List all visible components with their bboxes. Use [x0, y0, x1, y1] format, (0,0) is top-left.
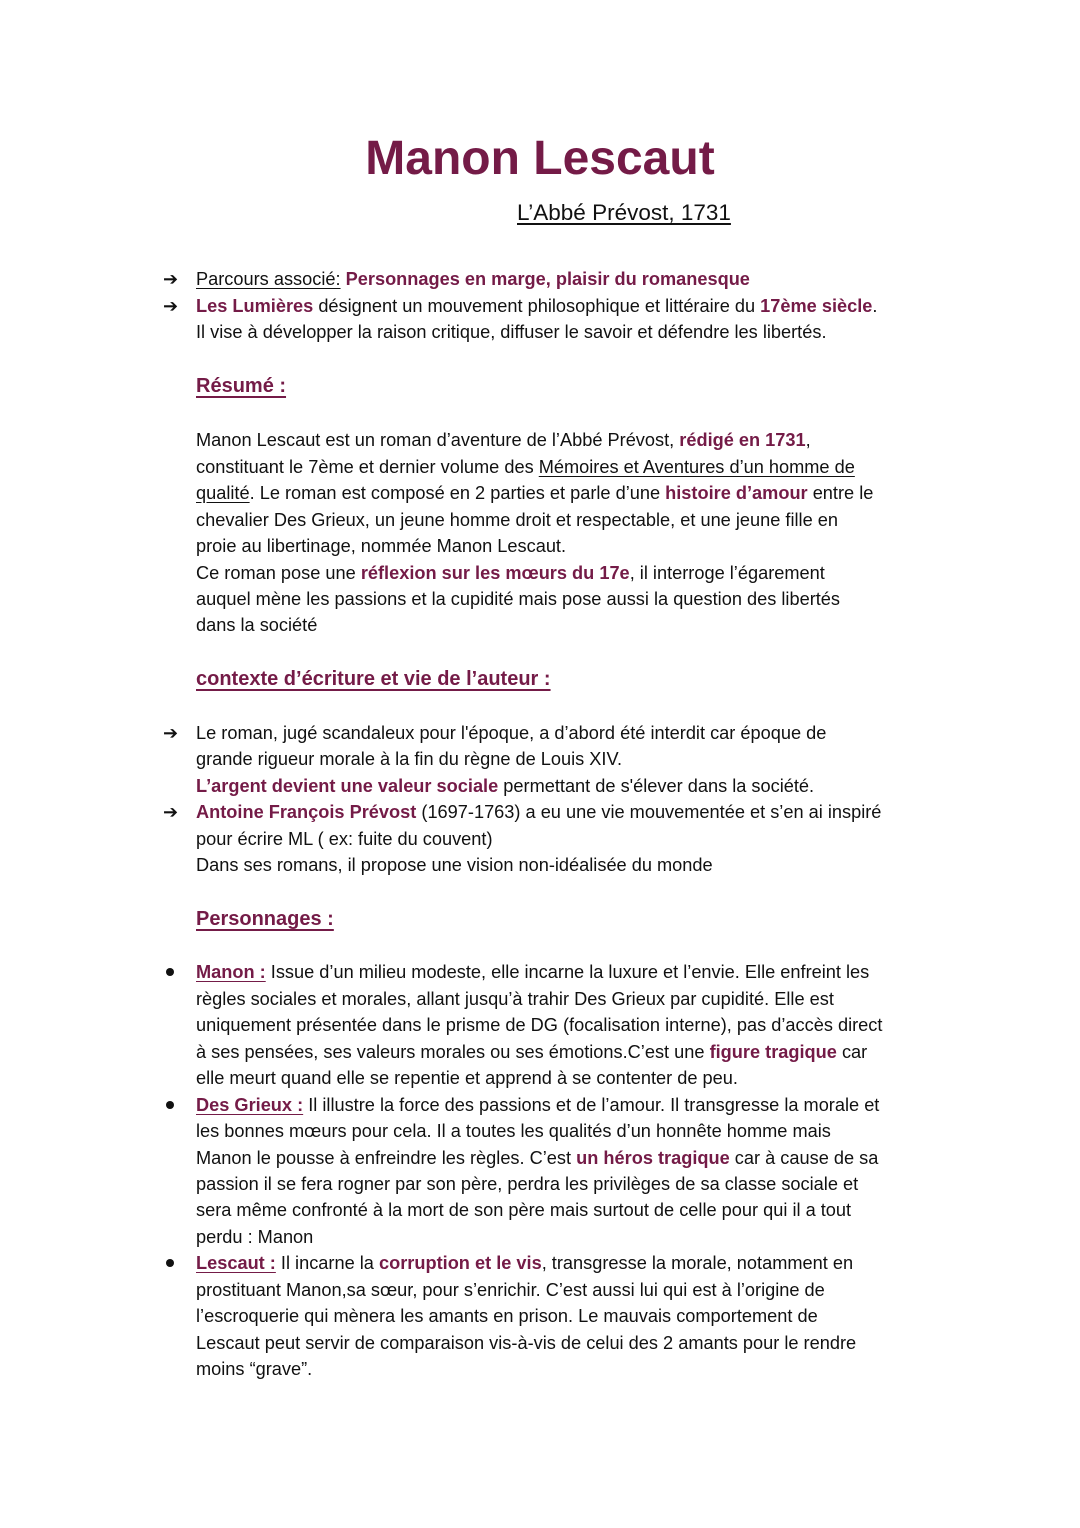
highlight: L’argent devient une valeur sociale	[196, 776, 499, 796]
parcours-value: Personnages en marge, plaisir du romanesque	[345, 269, 750, 289]
lumieres-highlight: Les Lumières	[196, 296, 314, 316]
personnages-heading: Personnages :	[196, 908, 334, 930]
desgrieux-line-5: sera même confronté à la mort de son père mais surtout de celle pour qui il a tout	[196, 1200, 852, 1220]
text: Il illustre la force des passions et de l’amour. Il transgresse la morale et	[303, 1095, 880, 1115]
text: . Le roman est composé en 2 parties et parle d’une	[249, 483, 666, 503]
resume-line-5: proie au libertinage, nommée Manon Lescaut.	[196, 536, 567, 556]
manon-line-4	[196, 1039, 867, 1065]
lumieres-line-1	[196, 293, 877, 319]
contexte-2-line-1	[196, 799, 881, 825]
manon-line-2: règles sociales et morales, allant jusqu’à trahir Des Grieux par cupidité. Elle est	[196, 989, 834, 1009]
lumieres-line-2: Il vise à développer la raison critique, diffuser le savoir et défendre les libertés.	[196, 322, 827, 342]
punct: .	[872, 296, 878, 316]
text: entre le	[807, 483, 874, 503]
resume-heading: Résumé :	[196, 375, 287, 397]
text: , il interroge l’égarement	[629, 563, 825, 583]
text: , transgresse la morale, notamment en	[541, 1253, 854, 1273]
lescaut-line-5: moins “grave”.	[196, 1359, 313, 1379]
resume-line-3	[196, 480, 873, 506]
text: (1697-1763) a eu une vie mouvementée et s’en ai inspiré	[416, 802, 882, 822]
character-name: Des Grieux :	[196, 1095, 304, 1115]
book-title: Mémoires et Aventures d’un homme de	[538, 457, 855, 477]
contexte-2-line-2: pour écrire ML ( ex: fuite du couvent)	[196, 829, 493, 849]
text: Il incarne la	[275, 1253, 379, 1273]
highlight: un héros tragique	[576, 1148, 730, 1168]
author-name: Antoine François Prévost	[196, 802, 417, 822]
highlight: figure tragique	[709, 1042, 837, 1062]
siecle-highlight: 17ème siècle	[760, 296, 873, 316]
text: Manon Lescaut est un roman d’aventure de l’Abbé Prévost,	[196, 430, 680, 450]
text: ,	[805, 430, 811, 450]
highlight: histoire d’amour	[665, 483, 808, 503]
text: Ce roman pose une	[196, 563, 361, 583]
contexte-heading: contexte d’écriture et vie de l’auteur :	[196, 668, 551, 690]
desgrieux-line-6: perdu : Manon	[196, 1227, 314, 1247]
highlight: rédigé en 1731	[679, 430, 806, 450]
document-subtitle: L’Abbé Prévost, 1731	[517, 200, 731, 225]
highlight: corruption et le vis	[378, 1253, 542, 1273]
lescaut-line-3: l’escroquerie qui mènera les amants en prison. Le mauvais comportement de	[196, 1306, 818, 1326]
bullet-icon	[166, 1101, 174, 1109]
lescaut-line-2: prostituant Manon,sa sœur, pour s’enrichir. C’est aussi lui qui est à l’origine de	[196, 1280, 825, 1300]
highlight: réflexion sur les mœurs du 17e	[360, 563, 630, 583]
resume-line-8: dans la société	[196, 615, 318, 635]
desgrieux-line-1	[196, 1092, 879, 1118]
bullet-icon	[166, 1259, 174, 1267]
text: permettant de s'élever dans la société.	[498, 776, 815, 796]
contexte-1-line-3	[196, 773, 814, 799]
contexte-1-line-2: grande rigueur morale à la fin du règne de Louis XIV.	[196, 749, 623, 769]
character-name: Lescaut :	[196, 1253, 276, 1273]
book-title: qualité	[196, 483, 250, 503]
arrow-icon: ➔	[163, 296, 179, 316]
resume-line-4: chevalier Des Grieux, un jeune homme droit et respectable, et une jeune fille en	[196, 510, 838, 530]
lescaut-line-4: Lescaut peut servir de comparaison vis-à-vis de celui des 2 amants pour le rendre	[196, 1333, 857, 1353]
manon-line-5: elle meurt quand elle se repentie et apprend à se contenter de peu.	[196, 1068, 738, 1088]
desgrieux-line-2: les bonnes mœurs pour cela. Il a toutes les qualités d’un honnête homme mais	[196, 1121, 831, 1141]
arrow-icon: ➔	[163, 269, 179, 289]
text: constituant le 7ème et dernier volume des	[196, 457, 539, 477]
manon-line-3: uniquement présentée dans le prisme de DG (focalisation interne), pas d’accès direct	[196, 1015, 883, 1035]
lescaut-line-1	[196, 1250, 853, 1276]
text: car	[836, 1042, 868, 1062]
contexte-2-line-3: Dans ses romans, il propose une vision non-idéalisée du monde	[196, 855, 713, 875]
contexte-1-line-1: Le roman, jugé scandaleux pour l'époque, a d’abord été interdit car époque de	[196, 723, 827, 743]
resume-line-2	[196, 454, 855, 480]
text: Issue d’un milieu modeste, elle incarne la luxure et l’envie. Elle enfreint les	[265, 962, 870, 982]
manon-line-1	[196, 959, 869, 985]
document-title: Manon Lescaut	[365, 132, 715, 185]
arrow-icon: ➔	[163, 802, 179, 822]
bullet-icon	[166, 968, 174, 976]
desgrieux-line-3	[196, 1145, 878, 1171]
character-name: Manon :	[196, 962, 266, 982]
arrow-icon: ➔	[163, 723, 179, 743]
text: car à cause de sa	[729, 1148, 879, 1168]
resume-line-1	[196, 427, 811, 453]
parcours-label: Parcours associé:	[196, 269, 341, 289]
text: Manon le pousse à enfreindre les règles. C’est	[196, 1148, 577, 1168]
text: à ses pensées, ses valeurs morales ou ses émotions.C’est une	[196, 1042, 710, 1062]
parcours-line	[196, 266, 750, 292]
desgrieux-line-4: passion il se fera rogner par son père, perdra les privilèges de sa classe sociale et	[196, 1174, 859, 1194]
resume-line-7: auquel mène les passions et la cupidité mais pose aussi la question des libertés	[196, 589, 841, 609]
resume-line-6	[196, 560, 825, 586]
lumieres-text: désignent un mouvement philosophique et littéraire du	[313, 296, 761, 316]
